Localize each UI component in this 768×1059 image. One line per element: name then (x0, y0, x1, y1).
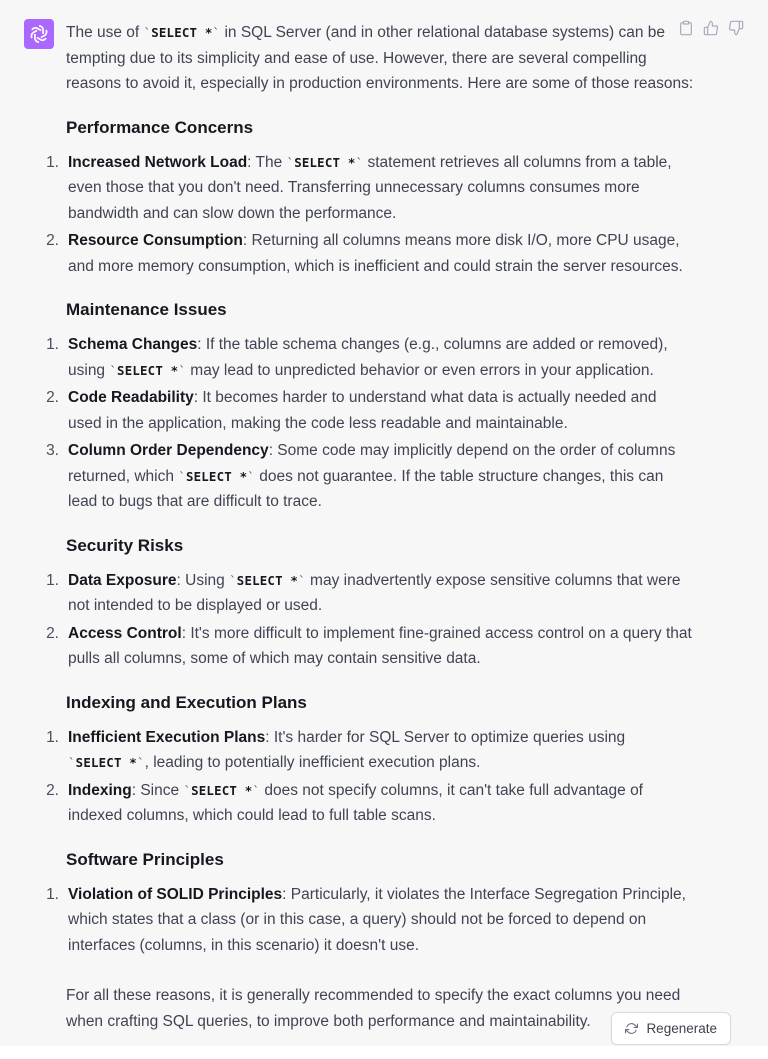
text-segment: : Returning all columns means more disk I/O, more CPU usage, and more memory consumption, which is inefficient and could strain the server resources. (68, 232, 683, 275)
list-item-text (68, 568, 694, 619)
list-item-label: Violation of SOLID Principles (68, 885, 283, 903)
code-text: SELECT * (185, 468, 248, 484)
list-item-text (68, 778, 694, 829)
thumbs-up-icon (703, 24, 719, 39)
list-marker: 1. (46, 885, 59, 903)
text-segment: : It's more difficult to implement fine-grained access control on a query that pulls all columns, some of which may contain sensitive data. (68, 624, 692, 667)
inline-code (229, 573, 306, 588)
text-segment: : If the table schema changes (e.g., columns are added or removed), using (68, 336, 668, 379)
text-segment: : The (247, 153, 287, 171)
list-item-label: Indexing (68, 781, 132, 799)
backtick-char: ` (229, 572, 237, 588)
ordered-list (46, 882, 694, 959)
text-segment: : It becomes harder to understand what data is actually needed and used in the application, making the code less readable and maintainable. (68, 389, 657, 432)
message-section (46, 299, 694, 515)
text-segment: : It's harder for SQL Server to optimize queries using (265, 728, 626, 746)
section-heading: Software Principles (66, 849, 224, 869)
text-segment: The use of (66, 24, 144, 41)
list-marker: 2. (46, 389, 59, 406)
message-section (46, 117, 694, 280)
inline-code (144, 25, 221, 40)
text-segment: in SQL Server (and in other relational database systems) can be tempting due to its simplicity and ease of use. However, there are several compelling reasons to avoid it, especially in production environments. Here are some of those reasons: (66, 24, 694, 92)
list-item (46, 332, 694, 383)
message-content (46, 20, 694, 1034)
bottom-divider-strip (0, 1046, 768, 1059)
backtick-char: ` (136, 755, 145, 770)
message-section (46, 849, 694, 959)
list-item-text (68, 725, 694, 776)
list-item (46, 438, 694, 515)
message-section (46, 692, 694, 829)
ordered-list (46, 725, 694, 829)
code-text: SELECT * (151, 25, 213, 40)
message-actions (678, 20, 744, 36)
text-segment: : Using (176, 571, 230, 589)
list-item-label: Data Exposure (68, 571, 177, 589)
inline-code (178, 469, 255, 484)
code-text: SELECT * (294, 154, 356, 170)
text-segment: : Some code may implicitly depend on the order of columns returned, which (68, 442, 676, 485)
list-marker: 2. (46, 781, 59, 799)
thumbs-up-button[interactable] (703, 20, 719, 36)
code-text: SELECT * (117, 362, 179, 378)
list-item-text (68, 150, 694, 227)
list-item-text (68, 621, 694, 672)
list-item-label: Code Readability (68, 389, 194, 406)
list-item (46, 725, 694, 776)
list-item-label: Resource Consumption (68, 232, 243, 249)
text-segment: does not specify columns, it can't take full advantage of indexed columns, which could lead to full table scans. (68, 781, 643, 824)
list-marker: 2. (46, 232, 59, 249)
text-segment: may inadvertently expose sensitive columns that were not intended to be displayed or used. (68, 571, 681, 614)
openai-logo-icon (28, 23, 50, 45)
code-text: SELECT * (236, 572, 299, 588)
thumbs-down-icon (728, 24, 744, 39)
list-item (46, 150, 694, 227)
ordered-list (46, 150, 694, 280)
text-segment: : Since (131, 781, 184, 799)
message-section (46, 535, 694, 672)
text-segment: may lead to unpredicted behavior or even errors in your application. (186, 361, 654, 379)
list-item-text (68, 332, 694, 383)
list-marker: 1. (46, 728, 59, 746)
code-text: SELECT * (75, 755, 137, 770)
sections-container (46, 117, 694, 959)
list-item-text (68, 882, 694, 959)
list-item-label: Inefficient Execution Plans (68, 728, 266, 746)
clipboard-icon (678, 24, 694, 39)
list-marker: 1. (46, 153, 59, 171)
backtick-char: ` (286, 154, 295, 170)
list-item (46, 385, 694, 436)
list-marker: 1. (46, 336, 59, 353)
list-item-label: Access Control (68, 624, 182, 642)
section-heading: Indexing and Execution Plans (66, 692, 307, 712)
backtick-char: ` (68, 755, 76, 770)
list-item (46, 778, 694, 829)
backtick-char: ` (252, 782, 261, 798)
backtick-char: ` (212, 25, 221, 40)
section-heading: Maintenance Issues (66, 300, 227, 319)
text-segment: , leading to potentially inefficient execution plans. (144, 754, 481, 771)
list-marker: 1. (46, 571, 59, 589)
outro-paragraph: For all these reasons, it is generally recommended to specify the exact columns you need when crafting SQL queries, to improve both performance and maintainability. (66, 987, 681, 1030)
text-segment: : Particularly, it violates the Interface Segregation Principle, which states that a class (or in this case, a query) should not be forced to depend on interfaces (columns, in this scenario) it doesn't use. (68, 885, 686, 954)
list-item (46, 621, 694, 672)
list-item (46, 228, 694, 279)
code-text: SELECT * (191, 782, 253, 798)
backtick-char: ` (109, 362, 118, 378)
backtick-char: ` (247, 468, 255, 484)
backtick-char: ` (298, 572, 306, 588)
text-segment: statement retrieves all columns from a table, even those that you don't need. Transferring unnecessary columns consumes more bandwidth and can slow down the performance. (68, 153, 672, 222)
inline-code (109, 363, 186, 378)
copy-button[interactable] (678, 20, 694, 36)
inline-code (183, 783, 260, 798)
backtick-char: ` (178, 468, 186, 484)
list-marker: 3. (46, 442, 59, 459)
list-item-text (68, 438, 694, 515)
inline-code (68, 755, 145, 770)
list-item-label: Schema Changes (68, 336, 198, 353)
list-item-label: Increased Network Load (68, 153, 248, 171)
list-item (46, 568, 694, 619)
ordered-list (46, 568, 694, 672)
section-heading: Security Risks (66, 535, 184, 555)
backtick-char: ` (178, 362, 186, 378)
backtick-char: ` (183, 782, 192, 798)
intro-paragraph (66, 20, 694, 97)
list-item-text (68, 385, 694, 436)
assistant-avatar (24, 19, 54, 49)
backtick-char: ` (143, 25, 152, 40)
list-item-text (68, 228, 694, 279)
inline-code (287, 155, 364, 170)
regenerate-button[interactable] (611, 1012, 731, 1045)
regenerate-icon (625, 1022, 638, 1035)
list-marker: 2. (46, 624, 59, 642)
section-heading: Performance Concerns (66, 117, 254, 137)
backtick-char: ` (355, 154, 364, 170)
ordered-list (46, 332, 694, 515)
list-item (46, 882, 694, 959)
text-segment: does not guarantee. If the table structure changes, this can lead to bugs that are difficult to trace. (68, 467, 664, 510)
thumbs-down-button[interactable] (728, 20, 744, 36)
list-item-label: Column Order Dependency (68, 442, 269, 459)
regenerate-label: Regenerate (646, 1021, 717, 1036)
